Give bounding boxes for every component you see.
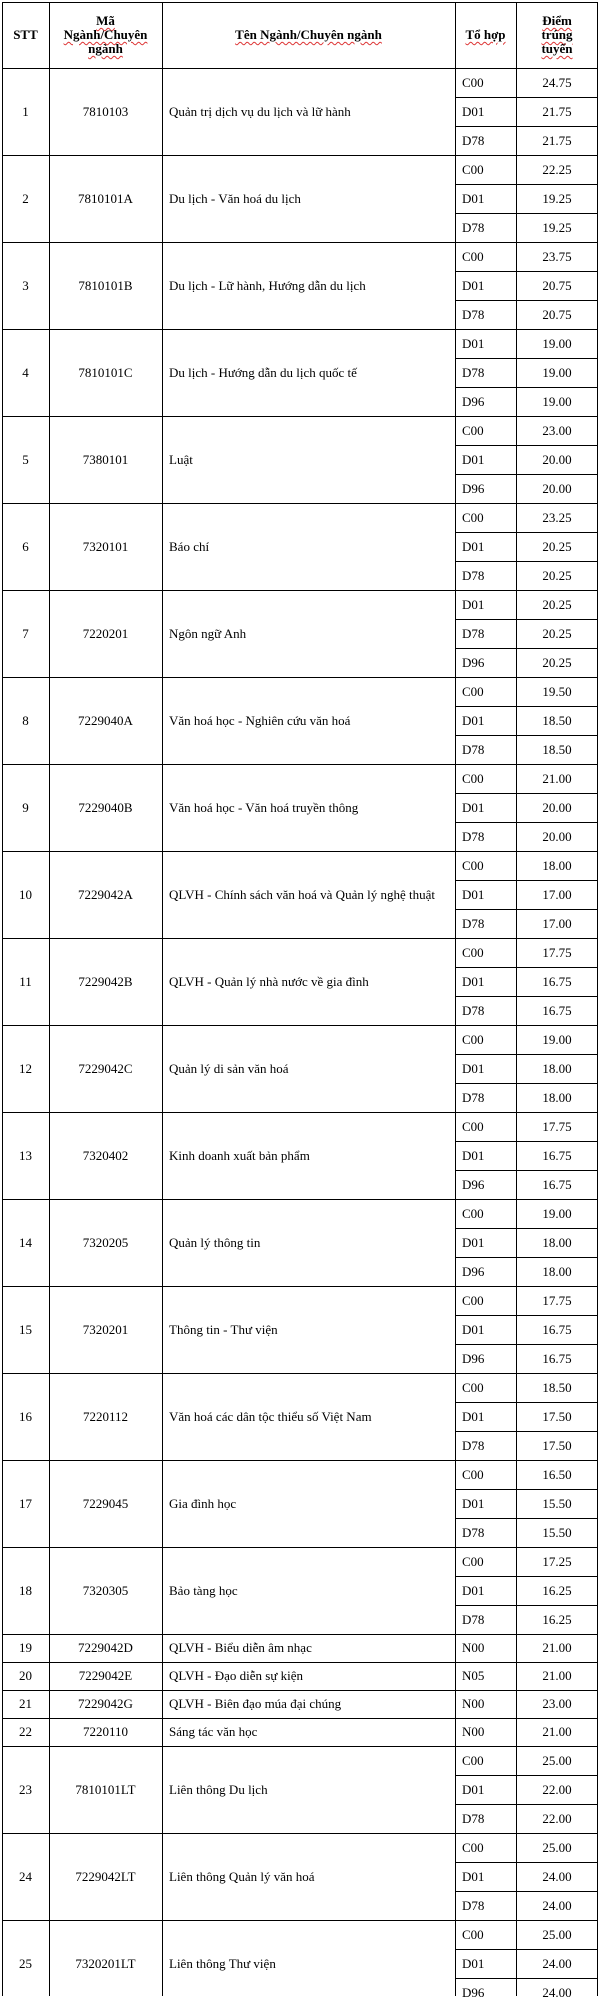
header-score-line1: Điểm xyxy=(542,13,572,28)
row-combo: D01 xyxy=(462,1582,485,1598)
row-combo: D96 xyxy=(462,393,485,409)
row-name: QLVH - Biên đạo múa đại chúng xyxy=(169,1696,342,1711)
row-combo: D96 xyxy=(462,654,485,670)
row-combo: N05 xyxy=(462,1668,485,1683)
row-combo: C00 xyxy=(462,161,484,177)
row-score: 24.00 xyxy=(542,1984,572,2000)
row-combo: D78 xyxy=(462,828,485,844)
row-stt: 24 xyxy=(19,1868,32,1884)
row-combo: D96 xyxy=(462,1263,485,1279)
row-stt: 21 xyxy=(19,1696,32,1711)
row-score: 20.75 xyxy=(542,306,572,322)
row-combo: C00 xyxy=(462,683,484,699)
row-combo: D78 xyxy=(462,1897,485,1913)
row-combo: D78 xyxy=(462,306,485,322)
row-score: 19.25 xyxy=(542,190,572,206)
row-name: QLVH - Biểu diễn âm nhạc xyxy=(169,1640,312,1655)
row-combo: D01 xyxy=(462,451,485,467)
row-combo: D78 xyxy=(462,567,485,583)
row-score: 21.75 xyxy=(542,132,572,148)
row-score: 20.00 xyxy=(542,480,572,496)
row-score: 24.00 xyxy=(542,1955,572,1971)
row-name: Văn hoá các dân tộc thiểu số Việt Nam xyxy=(169,1408,372,1424)
row-score: 16.75 xyxy=(542,1002,572,1018)
row-combo: D01 xyxy=(462,1955,485,1971)
row-score: 20.00 xyxy=(542,451,572,467)
row-score: 22.00 xyxy=(542,1810,572,1826)
row-combo: C00 xyxy=(462,509,484,525)
row-score: 19.00 xyxy=(542,393,572,409)
row-score: 24.00 xyxy=(542,1897,572,1913)
row-stt: 22 xyxy=(19,1724,32,1739)
row-stt: 7 xyxy=(22,625,29,641)
row-combo: D01 xyxy=(462,712,485,728)
row-stt: 6 xyxy=(22,538,29,554)
row-combo: D01 xyxy=(462,190,485,206)
row-code: 7229042B xyxy=(78,973,133,989)
row-score: 24.00 xyxy=(542,1868,572,1884)
row-score: 15.50 xyxy=(542,1524,572,1540)
header-score-line2: trúng xyxy=(541,27,573,42)
row-score: 20.00 xyxy=(542,828,572,844)
row-stt: 10 xyxy=(19,886,32,902)
row-name: Gia đình học xyxy=(169,1495,237,1511)
row-score: 15.50 xyxy=(542,1495,572,1511)
row-combo: C00 xyxy=(462,1466,484,1482)
row-combo: D78 xyxy=(462,1002,485,1018)
row-name: Liên thông Thư viện xyxy=(169,1955,276,1971)
header-stt-label: STT xyxy=(13,27,38,42)
row-combo: D01 xyxy=(462,103,485,119)
row-name: Du lịch - Hướng dẫn du lịch quốc tế xyxy=(169,364,357,380)
row-score: 17.75 xyxy=(542,1118,572,1134)
row-stt: 1 xyxy=(22,103,29,119)
row-code: 7220201 xyxy=(82,625,129,641)
row-combo: D01 xyxy=(462,799,485,815)
row-combo: D78 xyxy=(462,915,485,931)
row-name: Quản lý di sản văn hoá xyxy=(169,1060,289,1076)
row-combo: D01 xyxy=(462,335,485,351)
row-code: 7229042D xyxy=(78,1640,133,1655)
row-name: Sáng tác văn học xyxy=(169,1724,258,1739)
row-stt: 23 xyxy=(19,1781,32,1797)
row-code: 7229042LT xyxy=(75,1868,136,1884)
row-stt: 25 xyxy=(19,1955,32,1971)
header-stt xyxy=(2,2,49,68)
row-name: Thông tin - Thư viện xyxy=(169,1321,278,1337)
row-score: 16.25 xyxy=(542,1582,572,1598)
row-stt: 14 xyxy=(19,1234,32,1250)
row-code: 7229040A xyxy=(78,712,133,728)
row-score: 16.75 xyxy=(542,1176,572,1192)
row-stt: 18 xyxy=(19,1582,32,1598)
row-combo: D96 xyxy=(462,1984,485,2000)
row-combo: D78 xyxy=(462,1810,485,1826)
row-score: 20.00 xyxy=(542,799,572,815)
row-score: 20.25 xyxy=(542,654,572,670)
row-combo: D01 xyxy=(462,1147,485,1163)
row-score: 22.00 xyxy=(542,1781,572,1797)
row-code: 7810103 xyxy=(82,103,129,119)
row-score: 20.25 xyxy=(542,567,572,583)
row-combo: D78 xyxy=(462,1437,485,1453)
row-name: Bảo tàng học xyxy=(169,1582,238,1598)
row-combo: D78 xyxy=(462,625,485,641)
row-combo: D78 xyxy=(462,1089,485,1105)
header-score-line3: tuyển xyxy=(541,41,573,56)
row-score: 25.00 xyxy=(542,1926,572,1942)
row-stt: 8 xyxy=(22,712,29,728)
header-combo xyxy=(455,2,516,68)
row-combo: C00 xyxy=(462,1379,484,1395)
row-score: 17.75 xyxy=(542,944,572,960)
row-name: Liên thông Du lịch xyxy=(169,1781,268,1797)
row-combo: N00 xyxy=(462,1724,485,1739)
row-stt: 17 xyxy=(19,1495,32,1511)
row-combo: C00 xyxy=(462,1292,484,1308)
row-combo: D01 xyxy=(462,1408,485,1424)
row-combo: N00 xyxy=(462,1696,485,1711)
row-combo: D01 xyxy=(462,596,485,612)
row-code: 7810101A xyxy=(78,190,133,206)
row-score: 17.50 xyxy=(542,1408,572,1424)
row-code: 7810101C xyxy=(78,364,133,380)
row-score: 21.00 xyxy=(542,1640,572,1655)
row-code: 7320101 xyxy=(82,538,129,554)
row-score: 16.50 xyxy=(542,1466,572,1482)
row-name: Ngôn ngữ Anh xyxy=(169,625,247,641)
row-code: 7229040B xyxy=(78,799,133,815)
row-score: 18.50 xyxy=(542,741,572,757)
row-score: 19.00 xyxy=(542,1031,572,1047)
row-score: 18.50 xyxy=(542,712,572,728)
header-combo-label: Tổ hợp xyxy=(465,27,506,42)
header-code-line1: Mã xyxy=(96,13,115,28)
row-score: 20.25 xyxy=(542,596,572,612)
row-name: Kinh doanh xuất bản phẩm xyxy=(169,1147,310,1163)
row-code: 7220112 xyxy=(82,1408,129,1424)
row-code: 7810101LT xyxy=(75,1781,136,1797)
row-combo: C00 xyxy=(462,422,484,438)
row-score: 16.75 xyxy=(542,1321,572,1337)
row-score: 23.25 xyxy=(542,509,572,525)
row-code: 7320402 xyxy=(82,1147,129,1163)
row-stt: 15 xyxy=(19,1321,32,1337)
row-score: 19.25 xyxy=(542,219,572,235)
admission-score-table xyxy=(2,2,598,2000)
row-stt: 2 xyxy=(22,190,29,206)
row-score: 19.00 xyxy=(542,1205,572,1221)
row-score: 17.25 xyxy=(542,1553,572,1569)
row-combo: D78 xyxy=(462,132,485,148)
row-stt: 5 xyxy=(22,451,29,467)
row-score: 20.75 xyxy=(542,277,572,293)
row-code: 7380101 xyxy=(82,451,129,467)
row-score: 25.00 xyxy=(542,1839,572,1855)
row-combo: D01 xyxy=(462,1868,485,1884)
row-stt: 16 xyxy=(19,1408,32,1424)
row-combo: C00 xyxy=(462,857,484,873)
row-combo: D01 xyxy=(462,1781,485,1797)
row-stt: 11 xyxy=(19,973,32,989)
row-combo: D78 xyxy=(462,1524,485,1540)
row-combo: D01 xyxy=(462,1495,485,1511)
row-code: 7229042A xyxy=(78,886,133,902)
row-combo: D01 xyxy=(462,886,485,902)
row-score: 19.00 xyxy=(542,364,572,380)
row-combo: D01 xyxy=(462,1234,485,1250)
row-score: 16.25 xyxy=(542,1611,572,1627)
header-code xyxy=(49,2,162,68)
row-stt: 3 xyxy=(22,277,29,293)
row-score: 20.25 xyxy=(542,538,572,554)
row-combo: C00 xyxy=(462,1839,484,1855)
row-code: 7320305 xyxy=(82,1582,129,1598)
row-code: 7320205 xyxy=(82,1234,129,1250)
row-score: 21.00 xyxy=(542,770,572,786)
row-score: 25.00 xyxy=(542,1752,572,1768)
row-name: Luật xyxy=(169,451,193,467)
row-score: 19.00 xyxy=(542,335,572,351)
row-stt: 19 xyxy=(19,1640,32,1655)
row-score: 23.00 xyxy=(542,1696,572,1711)
row-combo: C00 xyxy=(462,770,484,786)
row-score: 24.75 xyxy=(542,74,572,90)
row-stt: 13 xyxy=(19,1147,32,1163)
row-score: 16.75 xyxy=(542,1350,572,1366)
row-name: Văn hoá học - Văn hoá truyền thông xyxy=(169,799,359,815)
row-code: 7229042E xyxy=(78,1668,133,1683)
header-code-line2: Ngành/Chuyên xyxy=(63,27,148,42)
row-code: 7229042G xyxy=(78,1696,133,1711)
row-code: 7320201 xyxy=(82,1321,129,1337)
row-score: 16.75 xyxy=(542,1147,572,1163)
row-code: 7229042C xyxy=(78,1060,133,1076)
row-code: 7810101B xyxy=(78,277,133,293)
row-combo: D96 xyxy=(462,1176,485,1192)
row-combo: D96 xyxy=(462,480,485,496)
row-combo: D01 xyxy=(462,973,485,989)
row-code: 7320201LT xyxy=(75,1955,136,1971)
row-combo: D78 xyxy=(462,741,485,757)
row-stt: 4 xyxy=(22,364,29,380)
header-code-line3: ngành xyxy=(88,41,123,56)
row-score: 23.00 xyxy=(542,422,572,438)
row-score: 18.00 xyxy=(542,1263,572,1279)
row-score: 17.00 xyxy=(542,915,572,931)
row-name: Du lịch - Văn hoá du lịch xyxy=(169,190,301,206)
row-stt: 12 xyxy=(19,1060,32,1076)
row-combo: C00 xyxy=(462,248,484,264)
row-combo: C00 xyxy=(462,1031,484,1047)
row-score: 16.75 xyxy=(542,973,572,989)
row-score: 17.00 xyxy=(542,886,572,902)
row-combo: D01 xyxy=(462,277,485,293)
row-combo: C00 xyxy=(462,1118,484,1134)
row-score: 21.00 xyxy=(542,1724,572,1739)
row-code: 7229045 xyxy=(82,1495,129,1511)
row-combo: C00 xyxy=(462,1926,484,1942)
header-name-label: Tên Ngành/Chuyên ngành xyxy=(235,27,382,42)
row-score: 21.00 xyxy=(542,1668,572,1683)
row-name: Báo chí xyxy=(169,538,210,554)
row-name: Du lịch - Lữ hành, Hướng dẫn du lịch xyxy=(169,277,366,293)
row-score: 18.00 xyxy=(542,1089,572,1105)
row-combo: D78 xyxy=(462,364,485,380)
row-stt: 9 xyxy=(22,799,29,815)
row-stt: 20 xyxy=(19,1668,32,1683)
row-combo: D78 xyxy=(462,219,485,235)
row-name: Quản trị dịch vụ du lịch và lữ hành xyxy=(169,103,351,119)
row-score: 22.25 xyxy=(542,161,572,177)
row-score: 18.00 xyxy=(542,1060,572,1076)
row-combo: D96 xyxy=(462,1350,485,1366)
row-combo: C00 xyxy=(462,1205,484,1221)
row-code: 7220110 xyxy=(82,1724,129,1739)
row-name: Liên thông Quản lý văn hoá xyxy=(169,1868,315,1884)
row-combo: D01 xyxy=(462,1060,485,1076)
row-combo: C00 xyxy=(462,74,484,90)
row-score: 19.50 xyxy=(542,683,572,699)
row-name: QLVH - Quản lý nhà nước về gia đình xyxy=(169,973,369,989)
row-score: 18.50 xyxy=(542,1379,572,1395)
row-score: 21.75 xyxy=(542,103,572,119)
header-score xyxy=(516,2,598,68)
row-name: QLVH - Chính sách văn hoá và Quản lý nghệ thuật xyxy=(169,886,435,902)
row-combo: C00 xyxy=(462,1752,484,1768)
row-name: Văn hoá học - Nghiên cứu văn hoá xyxy=(169,712,351,728)
row-combo: C00 xyxy=(462,944,484,960)
row-score: 17.75 xyxy=(542,1292,572,1308)
row-score: 17.50 xyxy=(542,1437,572,1453)
row-score: 20.25 xyxy=(542,625,572,641)
row-score: 23.75 xyxy=(542,248,572,264)
row-name: QLVH - Đạo diễn sự kiện xyxy=(169,1668,304,1683)
row-name: Quản lý thông tin xyxy=(169,1234,261,1250)
row-combo: D78 xyxy=(462,1611,485,1627)
row-score: 18.00 xyxy=(542,857,572,873)
row-combo: N00 xyxy=(462,1640,485,1655)
row-combo: D01 xyxy=(462,1321,485,1337)
row-combo: C00 xyxy=(462,1553,484,1569)
row-score: 18.00 xyxy=(542,1234,572,1250)
row-combo: D01 xyxy=(462,538,485,554)
header-name xyxy=(162,2,455,68)
